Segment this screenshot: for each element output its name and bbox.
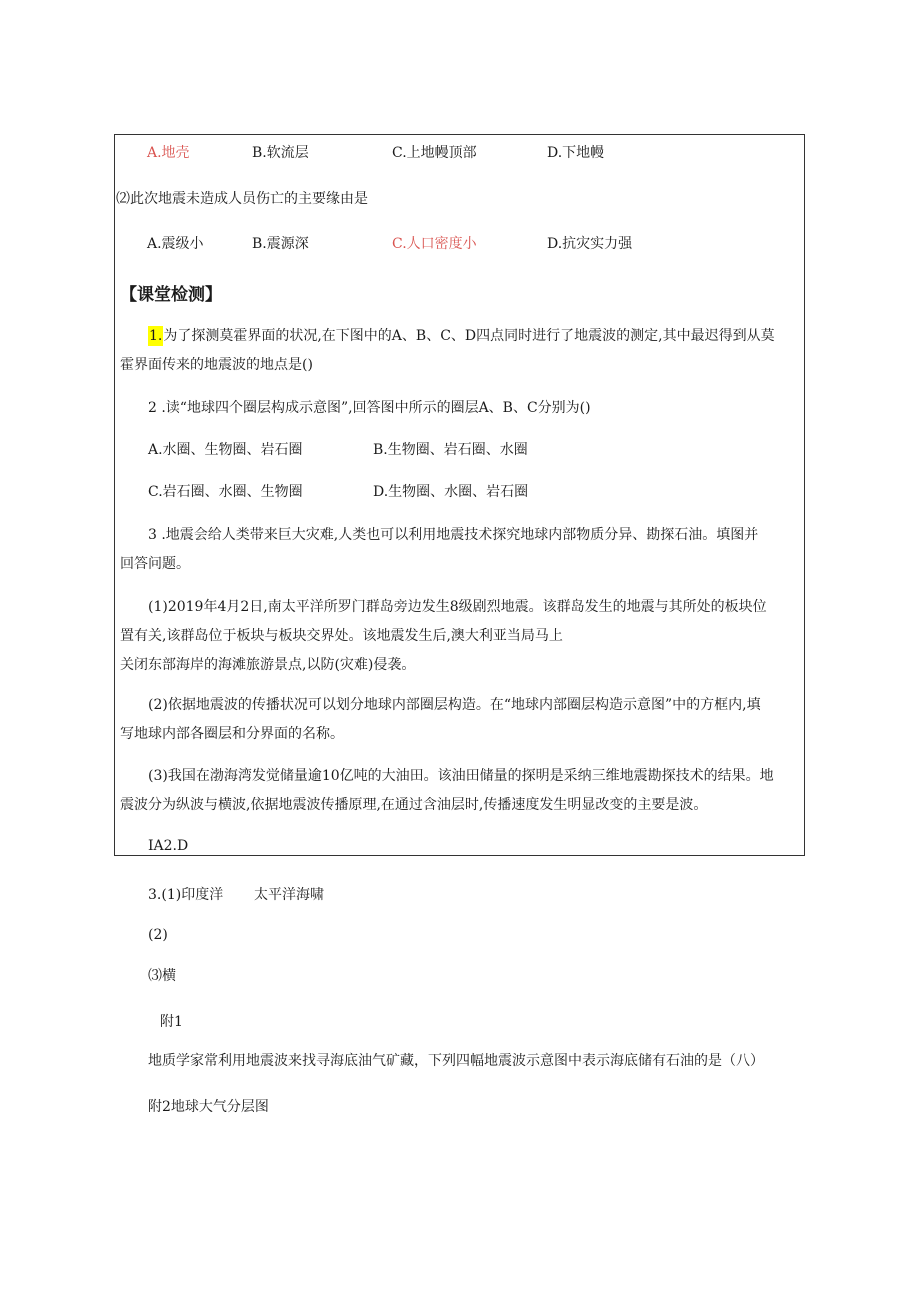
sub-question-2: 写地球内部各圈层和分界面的名称。 <box>120 726 344 742</box>
answer-3-3: ⑶横 <box>148 968 176 984</box>
option-a: A.地壳 <box>147 145 190 161</box>
sub-question-1: 置有关,该群岛位于板块与板块交界处。该地震发生后,澳大利亚当局马上 <box>120 628 563 644</box>
option-b: B.生物圈、岩石圈、水圈 <box>373 442 528 458</box>
option-c: C.上地幔顶部 <box>392 145 477 161</box>
answer-3-1: 3.(1)印度洋 <box>148 887 224 903</box>
question-3-stem: 3 .地震会给人类带来巨大灾难,人类也可以利用地震技术探究地球内部物质分异、勘探石油。填图并 <box>148 527 759 543</box>
question-number-highlight: 1. <box>149 328 163 344</box>
appendix-1-title: 附1 <box>160 1014 183 1030</box>
option-a: A.水圈、生物圈、岩石圈 <box>148 442 303 458</box>
option-b: B.软流层 <box>252 145 309 161</box>
answer-key: IA2.D <box>148 838 189 854</box>
question-text: 为了探测莫霍界面的状况,在下图中的A、B、C、D四点同时进行了地震波的测定,其中最迟得到从莫 <box>163 328 775 344</box>
sub-question-2: (2)依据地震波的传播状况可以划分地球内部圈层构造。在“地球内部圈层构造示意图”中的方框内,填 <box>148 697 761 713</box>
answer-3-1b: 太平洋海啸 <box>254 887 324 903</box>
question-text: 霍界面传来的地震波的地点是() <box>120 357 313 373</box>
option-d: D.生物圈、水圈、岩石圈 <box>373 484 529 500</box>
appendix-2-title: 附2地球大气分层图 <box>148 1099 269 1115</box>
option-d: D.抗灾实力强 <box>547 236 633 252</box>
question-stem: ⑵此次地震未造成人员伤亡的主要缘由是 <box>116 191 368 207</box>
question-2-stem: 2 .读“地球四个圈层构成示意图”,回答图中所示的圈层A、B、C分别为() <box>148 400 591 416</box>
option-a: A.震级小 <box>147 236 204 252</box>
section-heading: 【课堂检测】 <box>120 285 222 305</box>
sub-question-3: (3)我国在渤海湾发觉储量逾10亿吨的大油田。该油田储量的探明是采纳三维地震勘探技术的结果。地 <box>148 768 774 784</box>
option-c: C.人口密度小 <box>392 236 477 252</box>
appendix-1-text: 地质学家常利用地震波来找寻海底油气矿藏，下列四幅地震波示意图中表示海底储有石油的是（八） <box>148 1053 764 1069</box>
sub-question-1: (1)2019年4月2日,南太平洋所罗门群岛旁边发生8级剧烈地震。该群岛发生的地震与其所处的板块位 <box>148 599 767 615</box>
sub-question-3: 震波分为纵波与横波,依据地震波传播原理,在通过含油层时,传播速度发生明显改变的主要是波。 <box>120 797 708 813</box>
answer-3-2: (2) <box>148 927 168 943</box>
sub-question-1: 关闭东部海岸的海滩旅游景点,以防(灾难)侵袭。 <box>120 657 416 673</box>
option-b: B.震源深 <box>252 236 309 252</box>
option-c: C.岩石圈、水圈、生物圈 <box>148 484 303 500</box>
question-1 <box>148 326 775 346</box>
question-3-stem: 回答问题。 <box>120 556 190 572</box>
option-d: D.下地幔 <box>547 145 605 161</box>
